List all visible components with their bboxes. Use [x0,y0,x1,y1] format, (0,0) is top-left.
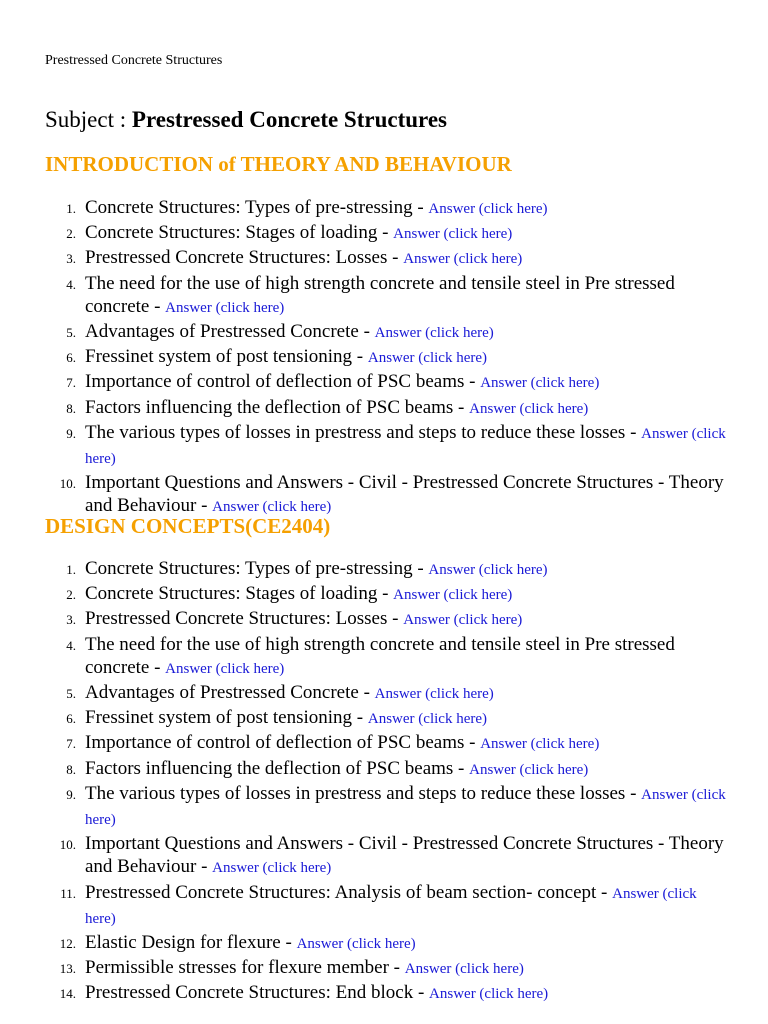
item-number: 12. [59,936,76,952]
item-text: Advantages of Prestressed Concrete - [85,321,375,343]
answer-link[interactable]: Answer (click here) [403,251,523,268]
answer-link[interactable]: Answer (click here) [469,400,589,417]
item-number: 9. [66,786,76,802]
list-item [0,881,768,931]
list-item [0,345,768,370]
answer-link[interactable]: Answer (click here) [393,226,513,243]
question-list-design-concepts [0,557,768,1007]
item-text: Concrete Structures: Types of pre-stressing - [85,558,429,579]
item-text: Advantages of Prestressed Concrete - [85,682,375,704]
item-text: The various types of losses in prestress and steps to reduce these losses - [85,782,642,804]
list-item [0,582,768,607]
item-text: Importance of control of deflection of PSC beams - [85,371,481,393]
item-text: Importance of control of deflection of PSC beams - [85,732,481,754]
item-text: Fressinet system of post tensioning - [85,707,368,729]
item-number: 11. [60,885,76,901]
answer-link[interactable]: Answer (click here) [85,786,726,829]
item-number: 9. [66,425,76,441]
answer-link[interactable]: Answer (click here) [469,761,589,778]
item-number: 10. [59,837,76,853]
answer-link[interactable]: Answer (click here) [404,961,524,978]
answer-link[interactable]: Answer (click here) [374,686,494,703]
item-number: 3. [66,251,76,267]
subject-name: Prestressed Concrete Structures [131,107,447,132]
item-text: Fressinet system of post tensioning - [85,346,368,368]
list-item [0,633,768,681]
list-item [0,370,768,395]
item-number: 2. [66,587,76,603]
item-text: Elastic Design for flexure - [85,932,297,954]
list-item [0,757,768,782]
item-number: 5. [66,325,76,341]
item-text: Prestressed Concrete Structures: Losses - [85,247,404,269]
item-text: Important Questions and Answers - Civil - Prestressed Concrete Structures - Theory and Behaviour - [85,472,724,517]
item-number: 5. [66,686,76,702]
answer-link[interactable]: Answer (click here) [429,986,549,1003]
answer-link[interactable]: Answer (click here) [85,885,697,927]
item-text: Prestressed Concrete Structures: Analysis of beam section- concept - [85,881,613,903]
page-title [45,106,447,134]
item-number: 3. [66,612,76,628]
answer-link[interactable]: Answer (click here) [212,499,332,516]
answer-link[interactable]: Answer (click here) [296,936,416,953]
answer-link[interactable]: Answer (click here) [428,562,548,578]
list-item [0,956,768,981]
item-number: 8. [66,400,76,416]
item-text: The need for the use of high strength concrete and tensile steel in Pre stressed concrete - [85,272,675,317]
item-text: Concrete Structures: Types of pre-stressing - [85,197,429,218]
item-text: Factors influencing the deflection of PSC beams - [85,757,470,779]
answer-link[interactable]: Answer (click here) [393,587,513,604]
section-title-introduction: INTRODUCTION of THEORY AND BEHAVIOUR [45,152,512,176]
item-number: 2. [66,226,76,242]
answer-link[interactable]: Answer (click here) [480,375,600,392]
item-text: Important Questions and Answers - Civil - Prestressed Concrete Structures - Theory and Behaviour - [85,833,724,878]
answer-link[interactable]: Answer (click here) [480,736,600,753]
subject-prefix: Subject : [45,107,132,132]
list-item [0,731,768,756]
list-item [0,272,768,320]
item-number: 6. [66,350,76,366]
list-item [0,981,768,1006]
list-item [0,221,768,246]
item-text: The need for the use of high strength concrete and tensile steel in Pre stressed concrete - [85,633,675,678]
item-number: 14. [59,986,76,1002]
answer-link[interactable]: Answer (click here) [165,299,285,316]
list-item [0,396,768,421]
answer-link[interactable]: Answer (click here) [85,425,726,468]
answer-link[interactable]: Answer (click here) [374,325,494,342]
list-item [0,196,768,221]
item-number: 7. [66,736,76,752]
item-text: The various types of losses in prestress and steps to reduce these losses - [85,421,642,443]
item-number: 6. [66,711,76,727]
answer-link[interactable]: Answer (click here) [212,860,332,877]
item-text: Prestressed Concrete Structures: End block - [85,982,430,1004]
item-number: 1. [66,201,76,216]
section-title-design-concepts: DESIGN CONCEPTS(CE2404) [45,514,331,538]
item-text: Factors influencing the deflection of PSC beams - [85,396,470,418]
list-item [0,706,768,731]
list-item [0,246,768,271]
list-item [0,607,768,632]
item-number: 4. [66,637,76,653]
item-number: 10. [59,476,76,492]
answer-link[interactable]: Answer (click here) [367,711,487,728]
list-item [0,421,768,471]
item-number: 13. [59,961,76,977]
item-number: 1. [66,562,76,577]
answer-link[interactable]: Answer (click here) [367,350,487,367]
item-text: Permissible stresses for flexure member - [85,957,405,979]
item-number: 8. [66,761,76,777]
item-number: 7. [66,375,76,391]
list-item [0,931,768,956]
list-item [0,782,768,832]
item-text: Concrete Structures: Stages of loading - [85,222,394,244]
item-number: 4. [66,276,76,292]
list-item [0,681,768,706]
list-item [0,832,768,880]
list-item [0,557,768,582]
answer-link[interactable]: Answer (click here) [428,201,548,217]
list-item [0,320,768,345]
answer-link[interactable]: Answer (click here) [403,612,523,629]
item-text: Prestressed Concrete Structures: Losses - [85,608,404,630]
question-list-introduction [0,196,768,520]
running-header: Prestressed Concrete Structures [45,53,223,68]
item-text: Concrete Structures: Stages of loading - [85,583,394,605]
answer-link[interactable]: Answer (click here) [165,660,285,677]
